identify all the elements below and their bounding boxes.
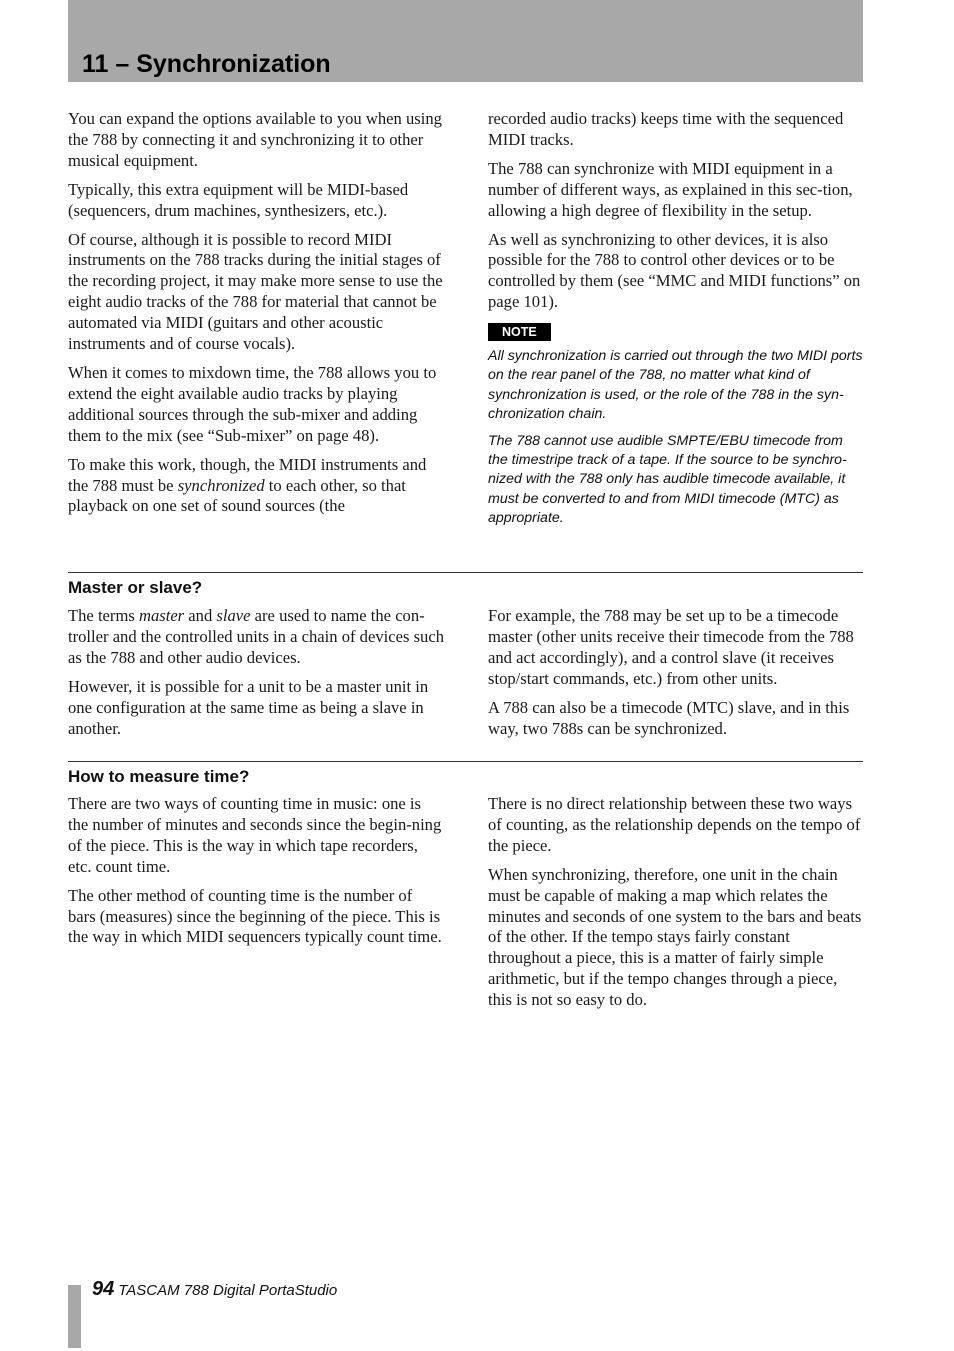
paragraph: recorded audio tracks) keeps time with the sequenced MIDI tracks. bbox=[488, 109, 844, 149]
paragraph: There are two ways of counting time in music: one is the number of minutes and seconds since the begin-ning of the piece. This is the way in which tape recorders, etc. count time. bbox=[68, 794, 442, 876]
book-title: TASCAM 788 Digital PortaStudio bbox=[118, 1282, 338, 1299]
paragraph: When synchronizing, therefore, one unit in the chain must be capable of making a map which relates the minutes and seconds of one system to the bars and beats of the other. If the tempo stays fairly constant throughout a piece, this is a matter of fairly simple arithmetic, but if the tempo changes through a piece, this is not so easy to do. bbox=[488, 864, 862, 1010]
paragraph: A 788 can also be a timecode (MTC) slave, and in this way, two 788s can be synchronized. bbox=[488, 697, 850, 738]
paragraph: As well as synchronizing to other devices, it is also possible for the 788 to control other devices or to be controlled by them (see “MMC and MIDI functions” on page 101). bbox=[488, 229, 861, 312]
note-paragraph: All synchronization is carried out through the two MIDI ports on the rear panel of the 788, no matter what kind of synchronization is used, or the role of the 788 in the syn-chronization chain. bbox=[488, 348, 863, 422]
text-run: To make this work, though, the MIDI instruments and the 788 must be bbox=[68, 454, 427, 495]
measure-time-left-column bbox=[68, 794, 444, 956]
page-number: 94 bbox=[92, 1278, 115, 1300]
paragraph bbox=[68, 455, 444, 518]
note-label: NOTE bbox=[488, 323, 551, 341]
section-heading-measure-time: How to measure time? bbox=[68, 767, 250, 786]
intro-left-column bbox=[68, 109, 444, 525]
paragraph: Typically, this extra equipment will be MIDI-based (sequencers, drum machines, synthesizers, etc.). bbox=[68, 179, 409, 220]
master-slave-right-column bbox=[488, 606, 864, 747]
paragraph bbox=[68, 606, 444, 669]
section-divider bbox=[68, 761, 863, 762]
note-paragraph: The 788 cannot use audible SMPTE/EBU timecode from the timestripe track of a tape. If the source to be synchro-nized with the 788 only has audible timecode available, it must be converted to and from MIDI timecode (MTC) as appropriate. bbox=[488, 432, 847, 526]
paragraph: There is no direct relationship between these two ways of counting, as the relationship depends on the tempo of the piece. bbox=[488, 794, 861, 855]
emphasis: slave bbox=[216, 606, 251, 625]
emphasis: master bbox=[138, 606, 185, 625]
intro-right-column bbox=[488, 109, 864, 536]
section-heading-master-slave: Master or slave? bbox=[68, 578, 203, 597]
section-divider bbox=[68, 572, 863, 573]
paragraph: However, it is possible for a unit to be a master unit in one configuration at the same time as being a slave in another. bbox=[68, 676, 429, 738]
paragraph: Of course, although it is possible to record MIDI instruments on the 788 tracks during the initial stages of the recording project, it may make more sense to use the eight audio tracks of the 788 for material that cannot be automated via MIDI (guitars and other acoustic instruments and of course vocals). bbox=[68, 229, 443, 354]
paragraph: The other method of counting time is the number of bars (measures) since the beginning of the piece. This is the way in which MIDI sequencers typically count time. bbox=[68, 885, 442, 947]
paragraph: You can expand the options available to you when using the 788 by connecting it and synchronizing it to other musical equipment. bbox=[68, 109, 442, 170]
emphasis: synchronized bbox=[177, 475, 265, 495]
paragraph: The 788 can synchronize with MIDI equipment in a number of different ways, as explained in this sec-tion, allowing a high degree of flexibility in the setup. bbox=[488, 158, 853, 220]
paragraph: When it comes to mixdown time, the 788 allows you to extend the eight available audio tracks by playing additional sources through the sub-mixer and adding them to the mix (see “Sub-mixer” on page 48). bbox=[68, 362, 437, 445]
note-box bbox=[488, 321, 864, 528]
footer-bar bbox=[68, 1285, 81, 1348]
text-run: are used to name the con-troller and the controlled units in a chain of devices such as the 788 and other audio devices. bbox=[68, 606, 445, 667]
paragraph: For example, the 788 may be set up to be a timecode master (other units receive their timecode from the 788 and act accordingly), and a control slave (it receives stop/start commands, etc.) from other units. bbox=[488, 606, 854, 688]
text-run: The terms bbox=[68, 606, 139, 625]
master-slave-left-column bbox=[68, 606, 444, 747]
measure-time-right-column bbox=[488, 794, 864, 1019]
chapter-title: 11 – Synchronization bbox=[82, 50, 331, 78]
text-run: to each other, so that playback on one set of sound sources (the bbox=[68, 475, 406, 516]
chapter-header-bar bbox=[68, 0, 863, 82]
text-run: and bbox=[184, 606, 217, 625]
page-footer bbox=[92, 1278, 337, 1301]
